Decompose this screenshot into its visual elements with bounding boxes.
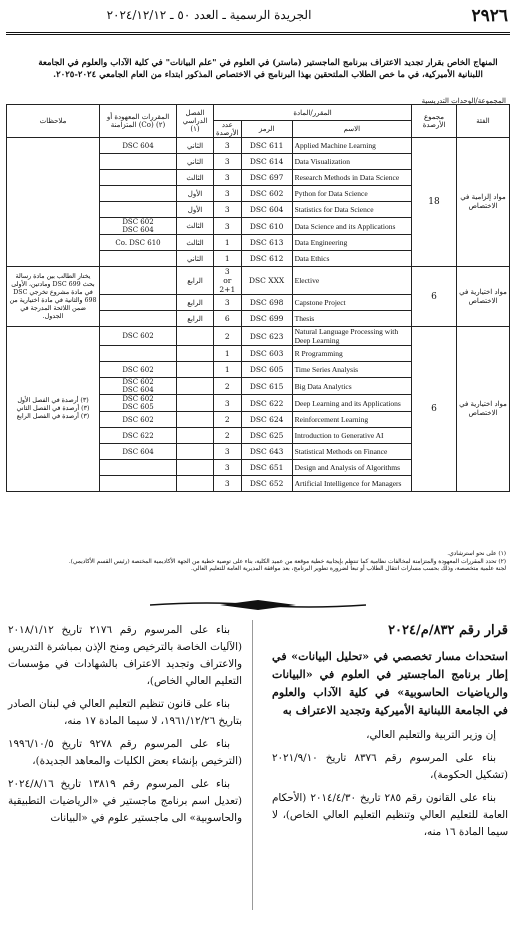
course-name-cell: R Programming (292, 346, 411, 362)
credits-cell: 1 (214, 362, 242, 378)
credits-cell: 3 (214, 202, 242, 218)
decision-paragraph: بناء على المرسوم رقم ٨٣٧٦ تاريخ ٢٠٢١/٩/١٠ (تشكيل الحكومة)، (272, 752, 508, 781)
prereq-cell (100, 154, 177, 170)
table-row (7, 327, 510, 346)
credits-cell: 2 (214, 428, 242, 444)
course-name-cell: Data Visualization (292, 154, 411, 170)
semester-cell: الرابع (177, 311, 214, 327)
course-code-cell: DSC 622 (241, 395, 292, 412)
footnote: لجنة علمية متخصصة، وذلك بحسب مسارات انتقال الطلاب أو تبعاً لضرورة تطوير البرنامج، بعد موافقة المديرية العامة للتعليم العالي. (191, 566, 506, 572)
course-code-cell: DSC 699 (241, 311, 292, 327)
remarks-cell: (٣) أرصدة في الفصل الأول (٣) أرصدة في الفصل الثاني (٣) أرصدة في الفصل الرابع (7, 327, 100, 492)
course-code-cell: DSC 603 (241, 346, 292, 362)
course-code-cell: DSC 651 (241, 460, 292, 476)
table-body (7, 138, 510, 492)
credits-cell: 1 (214, 251, 242, 267)
header-credits: عدد الأرصدة (214, 121, 242, 138)
prereq-cell: DSC 602 DSC 604 (100, 218, 177, 235)
course-name-cell: Design and Analysis of Algorithms (292, 460, 411, 476)
table-header-row (7, 105, 510, 121)
semester-cell (177, 412, 214, 428)
credits-cell: 6 (214, 311, 242, 327)
prereq-cell (100, 476, 177, 492)
total-credits-cell: 18 (412, 138, 457, 267)
decision-column-right (272, 622, 508, 847)
credits-cell: 3 (214, 444, 242, 460)
total-credits-cell: 6 (412, 267, 457, 327)
prereq-cell (100, 186, 177, 202)
course-name-cell: Data Science and its Applications (292, 218, 411, 235)
course-name-cell: Thesis (292, 311, 411, 327)
semester-cell: الرابع (177, 267, 214, 295)
course-code-cell: DSC 625 (241, 428, 292, 444)
credits-cell: 3 (214, 186, 242, 202)
course-name-cell: Applied Machine Learning (292, 138, 411, 154)
semester-cell: الثالث (177, 235, 214, 251)
course-name-cell: Introduction to Generative AI (292, 428, 411, 444)
semester-cell: الأول (177, 202, 214, 218)
prereq-cell: Co. DSC 610 (100, 235, 177, 251)
credits-cell: 3 (214, 395, 242, 412)
semester-cell (177, 428, 214, 444)
course-name-cell: Natural Language Processing with Deep Learning (292, 327, 411, 346)
credits-cell: 3 (214, 154, 242, 170)
prereq-cell (100, 346, 177, 362)
semester-cell: الأول (177, 186, 214, 202)
group-caption: المجموعة/الوحدات التدريسية (421, 97, 506, 105)
course-code-cell: DSC 612 (241, 251, 292, 267)
footnote: (٢) تحدد المقررات المعهودة والمتزامنة لمخالفات نظامية كما تنتظم بإيجابية خطية موقعة من عميد الكلية، بناء على توصية خطية من الجهة الأكاديمية المختصة (رئيس القسم الأكاديمي). (68, 558, 506, 565)
prereq-cell (100, 311, 177, 327)
prereq-cell (100, 251, 177, 267)
table-footnotes (10, 551, 506, 574)
course-name-cell: Artificial Intelligence for Managers (292, 476, 411, 492)
decision-subject: استحداث مسار تخصصي في «تحليل البيانات» في إطار برنامج الماجستير في العلوم في «البيانات والرياضيات الحاسوبية» في كلية الآداب والعلوم في الجامعة اللبنانية الأميركية وتجديد الاعتراف به (272, 649, 508, 717)
semester-cell (177, 444, 214, 460)
header-total: مجموع الأرصدة (412, 105, 457, 138)
header-remarks: ملاحظات (7, 105, 100, 138)
course-code-cell: DSC 602 (241, 186, 292, 202)
credits-cell: 3 (214, 218, 242, 235)
course-code-cell: DSC 610 (241, 218, 292, 235)
semester-cell (177, 476, 214, 492)
prereq-cell (100, 267, 177, 295)
semester-cell (177, 395, 214, 412)
curriculum-intro: المنهاج الخاص بقرار تجديد الاعتراف ببرنامج الماجستير (ماستر) في العلوم في "علم البيانات" في كلية الآداب والعلوم في الجامعة اللبنانية الأميركية، في ما خص الطلاب الملتحقين بهذا البرنامج في الاختصاص المذكور ابتداء من العام الجامعي ٢٠٢٤-٢٠٢٥. (38, 58, 498, 80)
remarks-cell (7, 138, 100, 267)
course-name-cell: Reinforcement Learning (292, 412, 411, 428)
course-name-cell: Data Ethics (292, 251, 411, 267)
decision-paragraph: بناء على المرسوم رقم ٩٢٧٨ تاريخ ١٩٩٦/١٠/٥ (الترخيص بإنشاء بعض الكليات والمعاهد الجديدة)، (8, 738, 242, 767)
course-code-cell: DSC 698 (241, 295, 292, 311)
prereq-cell: DSC 602 DSC 604 (100, 378, 177, 395)
course-name-cell: Time Series Analysis (292, 362, 411, 378)
total-credits-cell: 6 (412, 327, 457, 492)
gazette-header-title: الجريدة الرسمية ـ العدد ٥٠ ـ ٢٠٢٤/١٢/١٢ (106, 8, 312, 22)
semester-cell: الثاني (177, 251, 214, 267)
prereq-cell: DSC 602 (100, 327, 177, 346)
course-code-cell: DSC 604 (241, 202, 292, 218)
decision-paragraph: بناء على المرسوم رقم ١٣٨١٩ تاريخ ٢٠٢٤/٨/١٦ (تعديل اسم برنامج ماجستير في «الرياضيات التطبيقية والحاسوبية» الى ماجستير علوم في «البيانات (8, 778, 242, 824)
semester-cell: الثاني (177, 154, 214, 170)
credits-cell: 3 (214, 476, 242, 492)
prereq-cell: DSC 604 (100, 444, 177, 460)
prereq-cell (100, 170, 177, 186)
course-code-cell: DSC 605 (241, 362, 292, 378)
header-divider (6, 32, 510, 35)
section-ornament (150, 598, 366, 612)
category-cell: مواد اختيارية في الاختصاص (457, 327, 510, 492)
course-name-cell: Data Engineering (292, 235, 411, 251)
course-name-cell: Capstone Project (292, 295, 411, 311)
prereq-cell (100, 295, 177, 311)
credits-cell: 3 (214, 170, 242, 186)
semester-cell (177, 346, 214, 362)
decision-paragraph: بناء على القانون رقم ٢٨٥ تاريخ ٢٠١٤/٤/٣٠ (الأحكام العامة للتعليم العالي وتنظيم التعليم العالي الخاص)، لا سيما المادة ١٦ منه، (272, 792, 508, 838)
course-code-cell: DSC 623 (241, 327, 292, 346)
semester-cell (177, 460, 214, 476)
table-row (7, 267, 510, 295)
semester-cell: الرابع (177, 295, 214, 311)
semester-cell (177, 327, 214, 346)
course-code-cell: DSC 652 (241, 476, 292, 492)
course-code-cell: DSC 614 (241, 154, 292, 170)
prereq-cell: DSC 602 (100, 412, 177, 428)
course-name-cell: Research Methods in Data Science (292, 170, 411, 186)
semester-cell (177, 378, 214, 395)
table-row (7, 138, 510, 154)
decision-paragraph: بناء على قانون تنظيم التعليم العالي في لبنان الصادر بتاريخ ١٩٦١/١٢/٢٦، لا سيما المادة ١٧ منه، (8, 698, 242, 727)
decision-column-left (8, 622, 242, 833)
course-name-cell: Statistical Methods on Finance (292, 444, 411, 460)
header-subject: المقرر/المادة (214, 105, 412, 121)
semester-cell: الثالث (177, 218, 214, 235)
course-code-cell: DSC 643 (241, 444, 292, 460)
credits-cell: 3 (214, 295, 242, 311)
prereq-cell: DSC 602 DSC 605 (100, 395, 177, 412)
semester-cell (177, 362, 214, 378)
credits-cell: 1 (214, 235, 242, 251)
header-category: الفئة (457, 105, 510, 138)
course-code-cell: DSC 624 (241, 412, 292, 428)
course-name-cell: Statistics for Data Science (292, 202, 411, 218)
header-semester: الفصل الدراسي (١) (177, 105, 214, 138)
remarks-cell: يختار الطالب بين مادة رسالة بحث DSC 699 ومادتين، الأولى في مادة مشروع تخرجي DSC 698 والثانية في مادة اختيارية من ضمن اللائحة المدرجة في الجدول. (7, 267, 100, 327)
category-cell: مواد إلزامية في الاختصاص (457, 138, 510, 267)
credits-cell: 2 (214, 412, 242, 428)
course-name-cell: Elective (292, 267, 411, 295)
credits-cell: 3 (214, 138, 242, 154)
prereq-cell: DSC 622 (100, 428, 177, 444)
decision-paragraph: بناء على المرسوم رقم ٢١٧٦ تاريخ ٢٠١٨/١/١٢ (الآليات الخاصة بالترخيص ومنح الإذن بمباشرة التدريس والاعتراف وتجديد الاعتراف بالشهادات في مؤسسات التعليم العالي الخاص)، (8, 624, 242, 687)
course-code-cell: DSC 611 (241, 138, 292, 154)
prereq-cell: DSC 604 (100, 138, 177, 154)
course-code-cell: DSC 697 (241, 170, 292, 186)
credits-cell: 3 or 2+1 (214, 267, 242, 295)
course-code-cell: DSC XXX (241, 267, 292, 295)
credits-cell: 1 (214, 346, 242, 362)
semester-cell: الثالث (177, 170, 214, 186)
prereq-cell: DSC 602 (100, 362, 177, 378)
semester-cell: الثاني (177, 138, 214, 154)
prereq-cell (100, 202, 177, 218)
course-name-cell: Deep Learning and its Applications (292, 395, 411, 412)
course-name-cell: Big Data Analytics (292, 378, 411, 395)
header-name: الاسم (292, 121, 411, 138)
course-name-cell: Python for Data Science (292, 186, 411, 202)
column-divider (252, 620, 253, 910)
decision-title: قرار رقم ٨٣٢/م/٢٠٢٤ (388, 623, 508, 638)
decision-paragraph: إن وزير التربية والتعليم العالي، (366, 729, 496, 741)
credits-cell: 3 (214, 460, 242, 476)
category-cell: مواد اختيارية في الاختصاص (457, 267, 510, 327)
prereq-cell (100, 460, 177, 476)
course-code-cell: DSC 613 (241, 235, 292, 251)
credits-cell: 2 (214, 327, 242, 346)
header-code: الرمز (241, 121, 292, 138)
header-prereq: المقررات المعهودة أو المتزامنة (Co) (٢) (100, 105, 177, 138)
course-code-cell: DSC 615 (241, 378, 292, 395)
footnote: (١) على نحو استرشادي. (447, 551, 506, 557)
credits-cell: 2 (214, 378, 242, 395)
curriculum-table (6, 104, 510, 492)
page-number: ٢٩٢٦ (471, 6, 508, 26)
